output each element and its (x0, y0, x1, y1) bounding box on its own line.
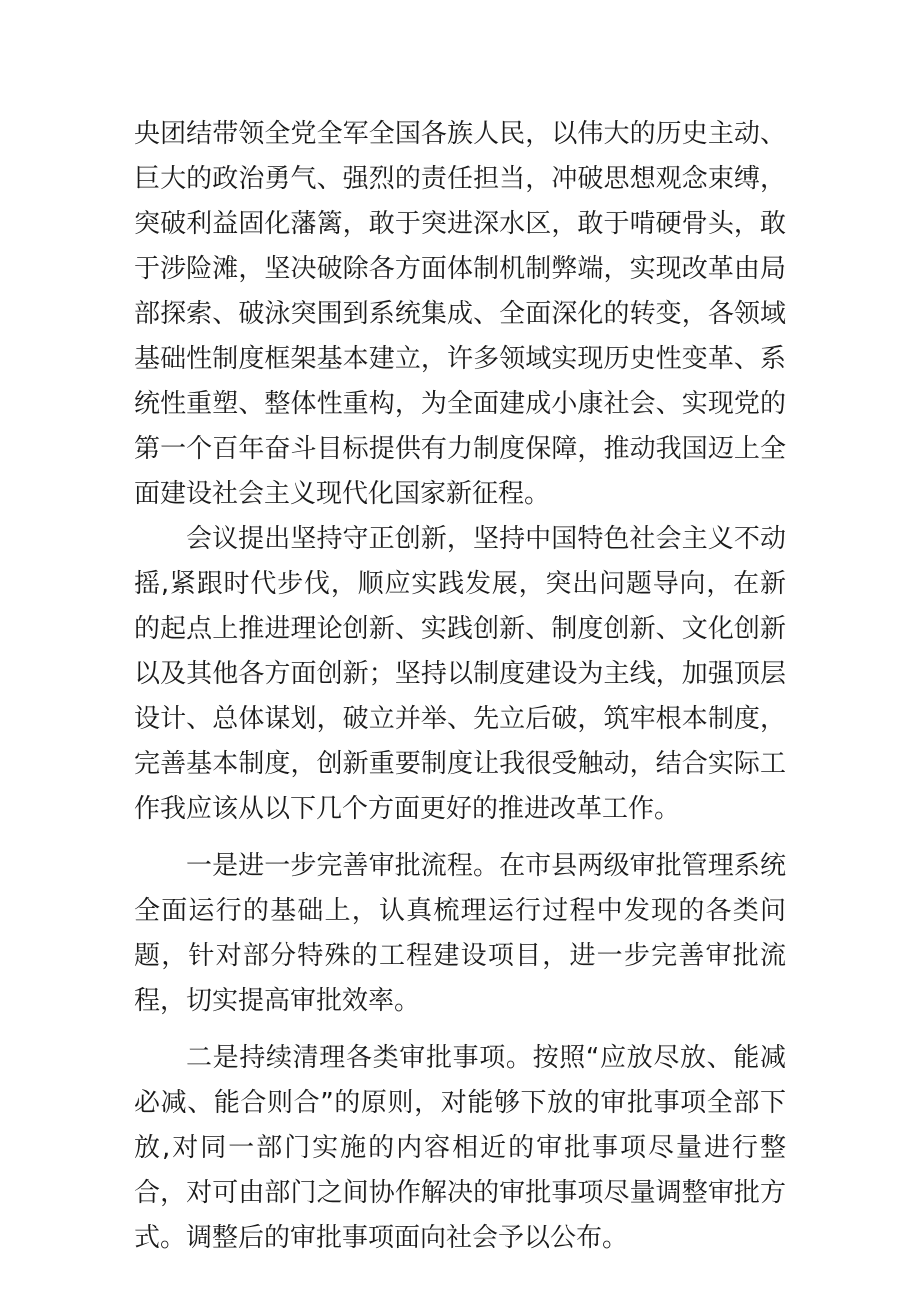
paragraph-1: 央团结带领全党全军全国各族人民，以伟大的历史主动、巨大的政治勇气、强烈的责任担当，冲破思想观念束缚，突破利益固化藩篱，敢于突进深水区，敢于啃硬骨头，敢于涉险滩，坚决破除各方面体制机制弊端，实现改革由局部探索、破泳突围到系统集成、全面深化的转变，各领域基础性制度框架基本建立，许多领域实现历史性变革、系统性重塑、整体性重构，为全面建成小康社会、实现党的第一个百年奋斗目标提供有力制度保障，推动我国迈上全面建设社会主义现代化国家新征程。 (134, 119, 786, 509)
paragraph-3: 一是进一步完善审批流程。在市县两级审批管理系统全面运行的基础上，认真梳理运行过程中发现的各类问题，针对部分特殊的工程建设项目，进一步完善审批流程，切实提高审批效率。 (134, 851, 786, 1016)
paragraph-4: 二是持续清理各类审批事项。按照“应放尽放、能减必减、能合则合”的原则，对能够下放的审批事项全部下放,对同一部门实施的内容相近的审批事项尽量进行整合，对可由部门之间协作解决的审批事项尽量调整审批方式。调整后的审批事项面向社会予以公布。 (134, 1043, 786, 1253)
document-body (134, 112, 786, 1261)
paragraph-2: 会议提出坚持守正创新，坚持中国特色社会主义不动摇,紧跟时代步伐，顺应实践发展，突出问题导向，在新的起点上推进理论创新、实践创新、制度创新、文化创新以及其他各方面创新；坚持以制度建设为主线，加强顶层设计、总体谋划，破立并举、先立后破，筑牢根本制度，完善基本制度，创新重要制度让我很受触动，结合实际工作我应该从以下几个方面更好的推进改革工作。 (134, 524, 786, 824)
